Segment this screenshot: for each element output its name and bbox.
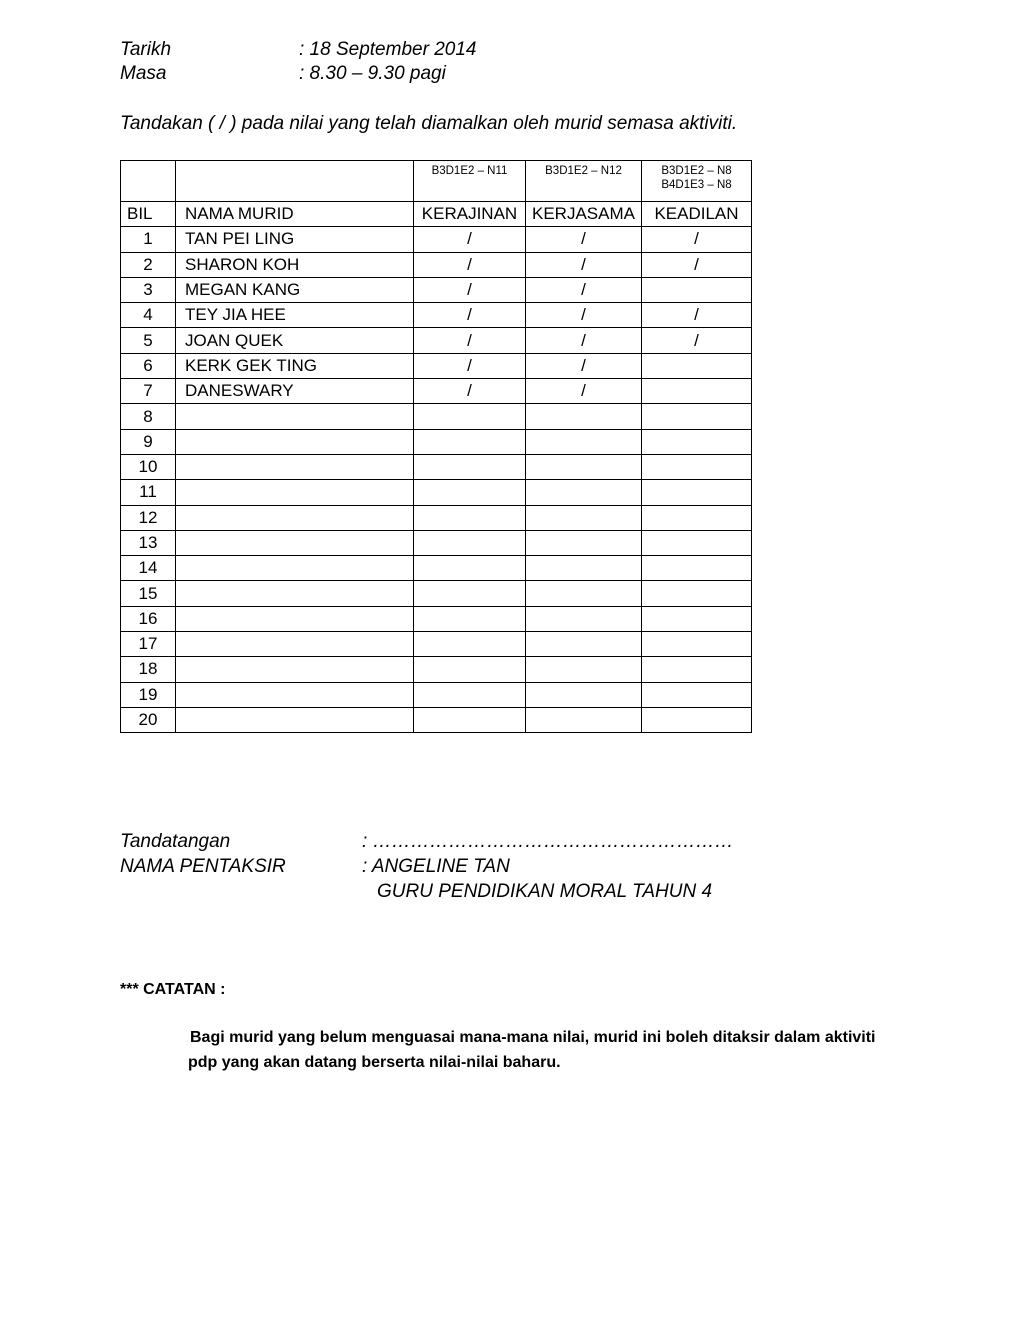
table-row	[121, 480, 752, 505]
assessor-name: : ANGELINE TAN	[362, 856, 510, 877]
mark-kerajinan	[414, 632, 526, 657]
mark-kerajinan	[414, 682, 526, 707]
mark-kerajinan: /	[414, 277, 526, 302]
notes-line-2: pdp yang akan datang berserta nilai-nilai baharu.	[188, 1054, 561, 1071]
mark-kerajinan	[414, 404, 526, 429]
table-row	[121, 303, 752, 328]
mark-keadilan	[642, 429, 752, 454]
table-row	[121, 632, 752, 657]
mark-kerjasama	[526, 581, 642, 606]
header-row	[121, 202, 752, 227]
table-row	[121, 657, 752, 682]
table-row	[121, 227, 752, 252]
table-row	[121, 379, 752, 404]
mark-kerjasama	[526, 480, 642, 505]
mark-kerjasama: /	[526, 328, 642, 353]
row-number: 3	[121, 277, 176, 302]
row-number: 10	[121, 454, 176, 479]
mark-kerajinan: /	[414, 303, 526, 328]
student-name	[176, 682, 414, 707]
mark-keadilan: /	[642, 328, 752, 353]
signature-line: : …………………………………………………	[362, 831, 734, 852]
table-row	[121, 581, 752, 606]
assessor-label: NAMA PENTAKSIR	[120, 856, 286, 877]
row-number: 8	[121, 404, 176, 429]
table-row	[121, 404, 752, 429]
student-name: MEGAN KANG	[176, 277, 414, 302]
mark-keadilan: /	[642, 252, 752, 277]
mark-keadilan	[642, 379, 752, 404]
mark-keadilan	[642, 277, 752, 302]
row-number: 2	[121, 252, 176, 277]
row-number: 19	[121, 682, 176, 707]
mark-kerjasama: /	[526, 353, 642, 378]
mark-kerajinan: /	[414, 379, 526, 404]
mark-kerajinan	[414, 505, 526, 530]
mark-kerajinan	[414, 429, 526, 454]
mark-kerjasama	[526, 682, 642, 707]
table-row	[121, 682, 752, 707]
mark-kerajinan: /	[414, 353, 526, 378]
mark-kerajinan	[414, 556, 526, 581]
row-number: 1	[121, 227, 176, 252]
code-row	[121, 161, 752, 202]
header-kerjasama: KERJASAMA	[526, 202, 642, 227]
empty-cell	[176, 161, 414, 202]
date-value: : 18 September 2014	[299, 39, 477, 60]
row-number: 16	[121, 606, 176, 631]
time-label: Masa	[120, 63, 167, 84]
student-name	[176, 657, 414, 682]
student-name	[176, 606, 414, 631]
code-keadilan-2: B4D1E3 – N8	[661, 179, 732, 191]
mark-keadilan	[642, 505, 752, 530]
date-label: Tarikh	[120, 39, 172, 60]
student-name: TAN PEI LING	[176, 227, 414, 252]
header-name: NAMA MURID	[176, 202, 414, 227]
mark-kerjasama: /	[526, 303, 642, 328]
mark-kerjasama: /	[526, 277, 642, 302]
mark-kerajinan: /	[414, 328, 526, 353]
mark-keadilan	[642, 682, 752, 707]
mark-kerjasama	[526, 505, 642, 530]
mark-keadilan	[642, 530, 752, 555]
row-number: 15	[121, 581, 176, 606]
table-row	[121, 277, 752, 302]
student-name: DANESWARY	[176, 379, 414, 404]
mark-keadilan: /	[642, 303, 752, 328]
mark-keadilan: /	[642, 227, 752, 252]
header-keadilan: KEADILAN	[642, 202, 752, 227]
mark-kerjasama: /	[526, 252, 642, 277]
student-name	[176, 581, 414, 606]
code-kerajinan: B3D1E2 – N11	[414, 161, 526, 202]
row-number: 6	[121, 353, 176, 378]
row-number: 5	[121, 328, 176, 353]
time-value: : 8.30 – 9.30 pagi	[299, 63, 446, 84]
row-number: 20	[121, 707, 176, 732]
table-row	[121, 429, 752, 454]
mark-kerajinan	[414, 707, 526, 732]
student-name	[176, 632, 414, 657]
row-number: 7	[121, 379, 176, 404]
mark-keadilan	[642, 454, 752, 479]
mark-kerjasama	[526, 556, 642, 581]
student-name: SHARON KOH	[176, 252, 414, 277]
mark-keadilan	[642, 480, 752, 505]
student-name: TEY JIA HEE	[176, 303, 414, 328]
mark-kerjasama	[526, 454, 642, 479]
row-number: 9	[121, 429, 176, 454]
table-row	[121, 353, 752, 378]
mark-kerajinan	[414, 454, 526, 479]
table-row	[121, 505, 752, 530]
mark-kerjasama: /	[526, 227, 642, 252]
row-number: 14	[121, 556, 176, 581]
table-row	[121, 454, 752, 479]
notes-line-1: Bagi murid yang belum menguasai mana-mana nilai, murid ini boleh ditaksir dalam aktiviti	[190, 1029, 876, 1046]
assessor-title: GURU PENDIDIKAN MORAL TAHUN 4	[377, 881, 713, 902]
mark-keadilan	[642, 353, 752, 378]
mark-kerjasama	[526, 632, 642, 657]
code-keadilan	[642, 161, 752, 202]
mark-keadilan	[642, 606, 752, 631]
student-name	[176, 480, 414, 505]
table-row	[121, 707, 752, 732]
table-row	[121, 328, 752, 353]
row-number: 18	[121, 657, 176, 682]
mark-keadilan	[642, 556, 752, 581]
mark-keadilan	[642, 657, 752, 682]
row-number: 4	[121, 303, 176, 328]
mark-kerajinan	[414, 606, 526, 631]
table-row	[121, 606, 752, 631]
header-kerajinan: KERAJINAN	[414, 202, 526, 227]
mark-kerajinan	[414, 581, 526, 606]
student-name	[176, 429, 414, 454]
student-name	[176, 707, 414, 732]
code-keadilan-1: B3D1E2 – N8	[661, 165, 732, 177]
mark-kerajinan: /	[414, 227, 526, 252]
table-row	[121, 556, 752, 581]
student-name: KERK GEK TING	[176, 353, 414, 378]
mark-keadilan	[642, 707, 752, 732]
mark-kerjasama	[526, 657, 642, 682]
student-name	[176, 530, 414, 555]
mark-kerjasama	[526, 530, 642, 555]
student-name	[176, 454, 414, 479]
row-number: 12	[121, 505, 176, 530]
code-kerjasama: B3D1E2 – N12	[526, 161, 642, 202]
assessment-table	[120, 160, 752, 733]
table-row	[121, 530, 752, 555]
empty-cell	[121, 161, 176, 202]
instruction-text: Tandakan ( / ) pada nilai yang telah diamalkan oleh murid semasa aktiviti.	[120, 113, 738, 134]
mark-kerjasama	[526, 707, 642, 732]
header-bil: BIL	[121, 202, 176, 227]
mark-kerjasama: /	[526, 379, 642, 404]
mark-kerjasama	[526, 606, 642, 631]
mark-kerajinan	[414, 480, 526, 505]
student-name	[176, 556, 414, 581]
mark-kerjasama	[526, 404, 642, 429]
table-row	[121, 252, 752, 277]
notes-title: *** CATATAN :	[120, 981, 226, 998]
row-number: 13	[121, 530, 176, 555]
mark-kerajinan	[414, 530, 526, 555]
signature-label: Tandatangan	[120, 831, 231, 852]
student-name	[176, 505, 414, 530]
mark-kerajinan: /	[414, 252, 526, 277]
mark-keadilan	[642, 632, 752, 657]
mark-keadilan	[642, 404, 752, 429]
student-name: JOAN QUEK	[176, 328, 414, 353]
row-number: 17	[121, 632, 176, 657]
mark-kerajinan	[414, 657, 526, 682]
student-name	[176, 404, 414, 429]
mark-kerjasama	[526, 429, 642, 454]
mark-keadilan	[642, 581, 752, 606]
row-number: 11	[121, 480, 176, 505]
